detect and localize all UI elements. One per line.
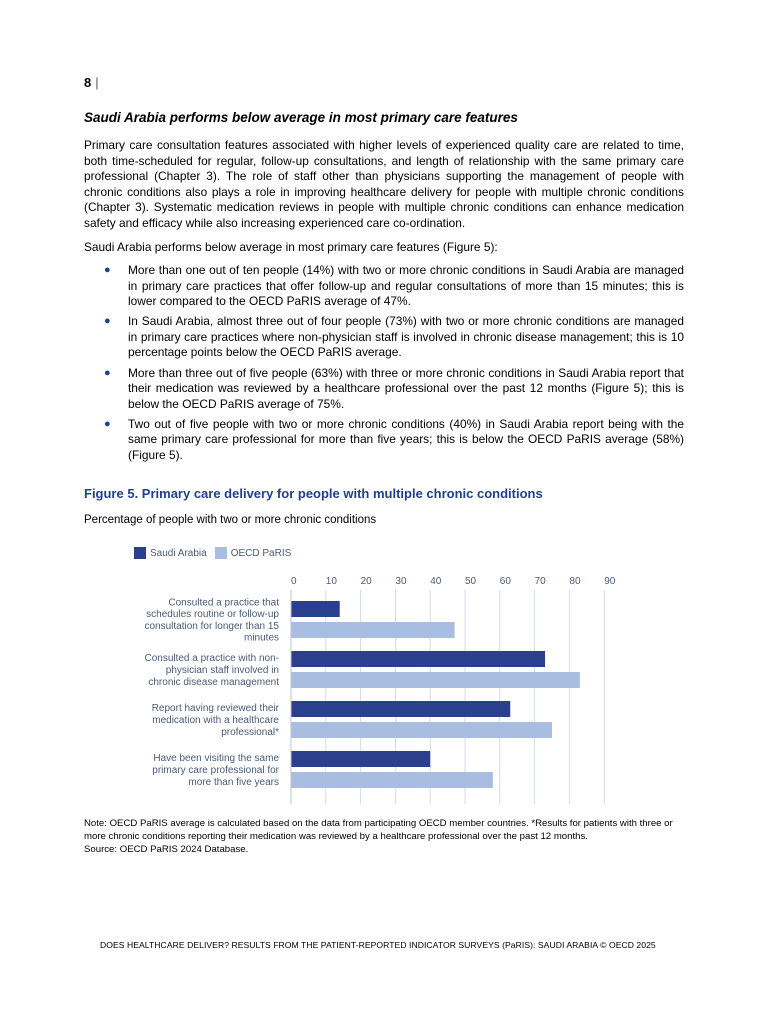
tick-label: 20 [360,576,372,587]
category-label: minutes [243,632,279,644]
page-number [84,75,99,90]
legend-item-oecd-paris: OECD PaRIS [215,547,292,559]
bullet-icon: ● [104,264,111,276]
list-item: ● In Saudi Arabia, almost three out of four people (73%) with two or more chronic conditions are managed in primary care practices where non-physician staff is involved in chronic disease management; this is 10 percentage points below the OECD PaRIS average. [104,314,684,360]
bar-chart [0,570,768,810]
list-item: ● More than three out of five people (63%) with three or more chronic conditions in Saudi Arabia report that their medication was reviewed by a healthcare professional over the past 12 months (Figure 5); this is below the OECD PaRIS average of 75%. [104,365,684,411]
category-label: medication with a healthcare [152,715,279,726]
category-label: Consulted a practice that [168,597,279,609]
section-heading: Saudi Arabia performs below average in most primary care features [84,110,518,125]
category-label: more than five years [188,776,279,788]
chart-legend [134,547,299,559]
category-label: primary care professional for [152,765,279,776]
bar-saudi-arabia [291,651,545,667]
source-text: Source: OECD PaRIS 2024 Database. [84,844,249,855]
bar-oecd-paris [291,622,455,638]
bar-oecd-paris [291,722,552,738]
tick-label: 30 [395,576,407,587]
bullet-icon: ● [104,315,111,328]
intro-paragraph: Primary care consultation features associated with higher levels of experienced quality care are related to time, both time-scheduled for regular, follow-up consultations, and length of relationship with the same primary care professional (Chapter 3). The role of staff other than physicians supporting the management of people with chronic conditions also plays a role in improving healthcare delivery for people with multiple chronic conditions (Chapter 3). Systematic medication reviews in people with multiple chronic conditions can enhance medication safety and efficacy while also increasing experienced care co-ordination. [84,138,684,230]
tick-label: 50 [465,576,477,587]
bullet-icon: ● [104,417,111,430]
category-label: Consulted a practice with non- [144,653,279,665]
figure-subtitle: Percentage of people with two or more chronic conditions [84,514,377,526]
tick-label: 10 [325,576,337,587]
tick-label: 70 [534,576,546,587]
list-item: ● Two out of five people with two or more chronic conditions (40%) in Saudi Arabia report being with the same primary care professional for more than five years; this is below the OECD PaRIS average (58%) (Figure 5). [104,416,684,463]
category-label: schedules routine or follow-up [146,609,279,621]
bullet-icon: ● [104,366,111,379]
figure-note [84,817,686,856]
bar-oecd-paris [291,672,580,688]
category-label: Have been visiting the same [153,753,279,765]
findings-list [84,263,684,468]
tick-label: 60 [499,576,511,587]
bar-saudi-arabia [291,601,340,617]
category-label: Report having reviewed their [151,703,279,715]
list-item: ● More than one out of ten people (14%) with two or more chronic conditions in Saudi Arabia are managed in primary care practices that offer follow-up and regular consultations of more than 15 minutes; this is lower compared to the OECD PaRIS average of 47%. [104,263,684,309]
category-label: professional* [221,726,279,738]
tick-label: 40 [430,576,442,587]
note-text: Note: OECD PaRIS average is calculated based on the data from participating OECD member countries. *Results for patients with three or more chronic conditions reporting their medication was reviewed by a healthcare professional over the past 12 months. [84,818,673,842]
category-label: chronic disease management [148,676,279,688]
bar-saudi-arabia [291,751,430,767]
page-number-separator: | [95,75,99,90]
page-footer: DOES HEALTHCARE DELIVER? RESULTS FROM THE PATIENT-REPORTED INDICATOR SURVEYS (PaRIS): SAUDI ARABIA © OECD 2025 [100,940,656,950]
tick-label: 90 [604,576,616,587]
bar-saudi-arabia [291,701,510,717]
page-number-value: 8 [84,75,92,90]
legend-swatch [134,547,146,559]
category-label: physician staff involved in [165,665,279,676]
tick-label: 80 [569,576,581,587]
tick-label: 0 [291,576,297,587]
category-label: consultation for longer than 15 [144,620,279,632]
figure-title: Figure 5. Primary care delivery for people with multiple chronic conditions [84,486,543,501]
lead-in-paragraph: Saudi Arabia performs below average in most primary care features (Figure 5): [84,240,498,254]
legend-swatch [215,547,227,559]
legend-item-saudi-arabia: Saudi Arabia [134,547,207,559]
bar-oecd-paris [291,772,493,788]
